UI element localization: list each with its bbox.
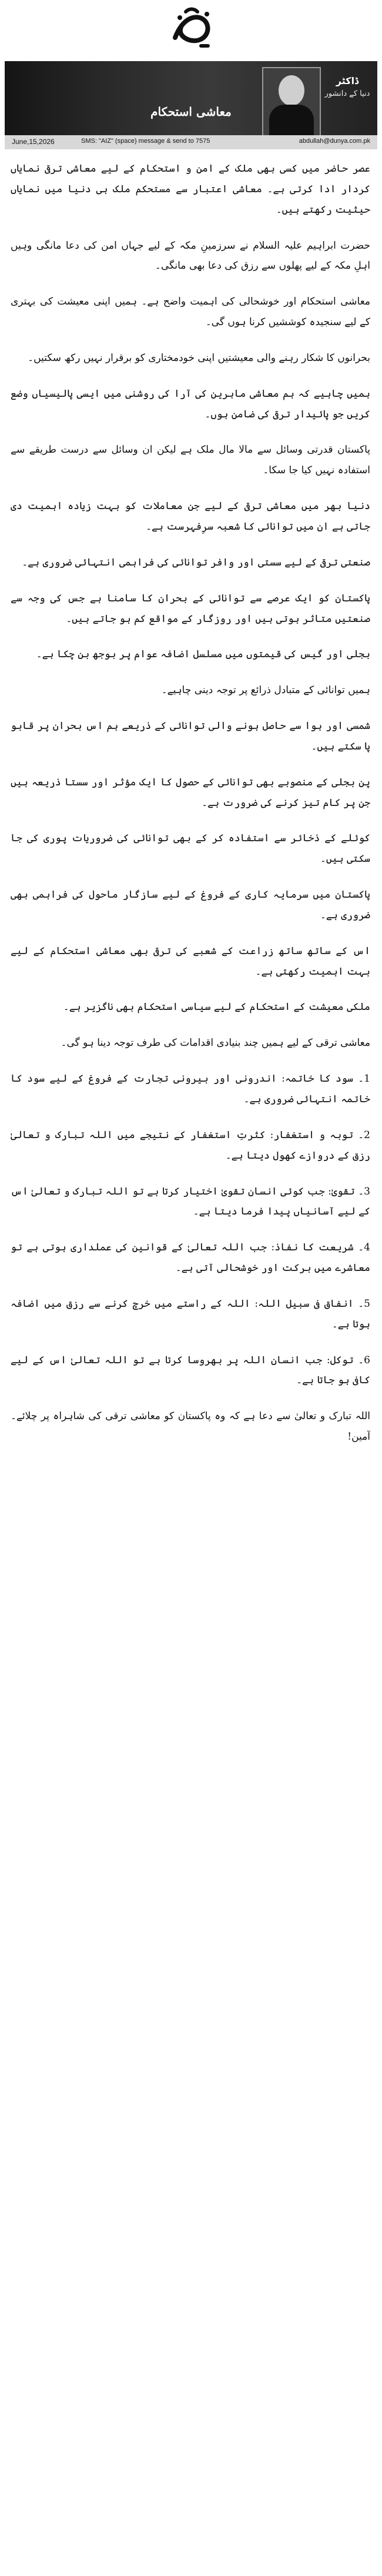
article-paragraph: پاکستان قدرتی وسائل سے مالا مال ملک ہے لیکن ان وسائل سے درست طریقے سے استفادہ نہیں کیا جا سکا۔	[11, 444, 370, 477]
author-email: abdullah@dunya.com.pk	[299, 138, 370, 145]
article-paragraph: صنعتی ترقی کے لیے سستی اور وافر توانائی کی فراہمی انتہائی ضروری ہے۔	[22, 556, 370, 568]
article-paragraph: اللہ تبارک و تعالیٰ سے دعا ہے کہ وہ پاکستان کو معاشی ترقی کی شاہراہ پر چلائے۔ آمین!	[11, 1410, 370, 1443]
article-paragraph: 1۔ سود کا خاتمہ: اندرونی اور بیرونی تجارت کے فروغ کے لیے سود کا خاتمہ انتہائی ضروری ہے۔	[11, 1073, 370, 1105]
article-paragraph: عصر حاضر میں کسی بھی ملک کے امن و استحکام کے لیے معاشی ترقی نمایاں کردار ادا کرتی ہے۔ معاشی اعتبار سے مستحکم ملک ہی دنیا میں نمایاں حیثیت رکھتے ہیں۔	[11, 163, 370, 216]
article-paragraph: ہمیں چاہیے کہ ہم معاشی ماہرین کی آرا کی روشنی میں ایسی پالیسیاں وضع کریں جو پائیدار ترقی کی ضامن ہوں۔	[11, 387, 370, 420]
article-body	[11, 159, 370, 2565]
column-title: معاشی استحکام	[150, 105, 232, 119]
article-paragraph: دنیا بھر میں معاشی ترقی کے لیے جن معاملات کو بہت زیادہ اہمیت دی جاتی ہے ان میں توانائی کا شعبہ سرِفہرست ہے۔	[11, 500, 370, 533]
author-caption: دنیا کے دانشور	[324, 89, 370, 98]
article-paragraph: کوئلے کے ذخائر سے استفادہ کر کے بھی توانائی کی ضروریات پوری کی جا سکتی ہیں۔	[11, 832, 370, 865]
author-name: ڈاکٹر	[336, 75, 359, 86]
article-paragraph: 6۔ توکل: جب انسان اللہ پر بھروسا کرتا ہے تو اللہ تعالیٰ اس کے لیے کافی ہو جاتا ہے۔	[11, 1354, 370, 1387]
article-paragraph: ہمیں توانائی کے متبادل ذرائع پر توجہ دینی چاہیے۔	[161, 684, 370, 697]
article-paragraph: 5۔ انفاق فی سبیل اللہ: اللہ کے راستے میں خرچ کرنے سے رزق میں اضافہ ہوتا ہے۔	[11, 1297, 370, 1330]
column-header	[5, 61, 377, 149]
article-paragraph: بجلی اور گیس کی قیمتوں میں مسلسل اضافہ عوام پر بوجھ بن چکا ہے۔	[36, 648, 370, 661]
article-paragraph: حضرت ابراہیم علیہ السلام نے سرزمینِ مکہ کے لیے جہاں امن کی دعا مانگی وہیں اہلِ مکہ کے لیے پھلوں سے رزق کی دعا بھی مانگی۔	[11, 239, 370, 272]
article-paragraph: 4۔ شریعت کا نفاذ: جب اللہ تعالیٰ کے قوانین کی عملداری ہوتی ہے تو معاشرے میں برکت اور خوشحالی آتی ہے۔	[11, 1242, 370, 1274]
article-paragraph: 3۔ تقویٰ: جب کوئی انسان تقویٰ اختیار کرتا ہے تو اللہ تبارک و تعالیٰ اس کے لیے آسانیاں پیدا فرما دیتا ہے۔	[11, 1185, 370, 1218]
article-paragraph: معاشی ترقی کے لیے ہمیں چند بنیادی اقدامات کی طرف توجہ دینا ہو گی۔	[61, 1037, 370, 1049]
author-photo	[262, 67, 321, 138]
publication-date: June,15,2026	[12, 138, 55, 146]
newspaper-logo-icon	[166, 4, 220, 55]
article-paragraph: ملکی معیشت کے استحکام کے لیے سیاسی استحکام بھی ناگزیر ہے۔	[63, 1001, 370, 1013]
article-paragraph: 2۔ توبہ و استغفار: کثرتِ استغفار کے نتیجے میں اللہ تبارک و تعالیٰ رزق کے دروازے کھول دیتا ہے۔	[11, 1129, 370, 1162]
article-paragraph: پاکستان میں سرمایہ کاری کے فروغ کے لیے سازگار ماحول کی فراہمی بھی ضروری ہے۔	[11, 889, 370, 921]
article-paragraph: بحرانوں کا شکار رہنے والی معیشتیں اپنی خودمختاری کو برقرار نہیں رکھ سکتیں۔	[28, 352, 370, 364]
article-paragraph: معاشی استحکام اور خوشحالی کی اہمیت واضح ہے۔ ہمیں اپنی معیشت کی بہتری کے لیے سنجیدہ کوششیں کرنا ہوں گی۔	[11, 296, 370, 329]
date-strip	[5, 135, 377, 149]
article-paragraph: شمسی اور ہوا سے حاصل ہونے والی توانائی کے ذریعے ہم اس بحران پر قابو پا سکتے ہیں۔	[11, 720, 370, 752]
sms-note: SMS: "AIZ" (space) message & send to 7575	[81, 138, 210, 145]
article-paragraph: پن بجلی کے منصوبے بھی توانائی کے حصول کا ایک مؤثر اور سستا ذریعہ ہیں جن پر کام تیز کرنے کی ضرورت ہے۔	[11, 776, 370, 809]
article-paragraph: پاکستان کو ایک عرصے سے توانائی کے بحران کا سامنا ہے جس کی وجہ سے صنعتیں متاثر ہوتی ہیں اور روزگار کے مواقع کم ہو جاتے ہیں۔	[11, 592, 370, 625]
article-paragraph: اس کے ساتھ ساتھ زراعت کے شعبے کی ترقی بھی معاشی استحکام کے لیے بہت اہمیت رکھتی ہے۔	[11, 945, 370, 978]
author-photo-head	[279, 75, 304, 106]
masthead	[0, 0, 382, 59]
